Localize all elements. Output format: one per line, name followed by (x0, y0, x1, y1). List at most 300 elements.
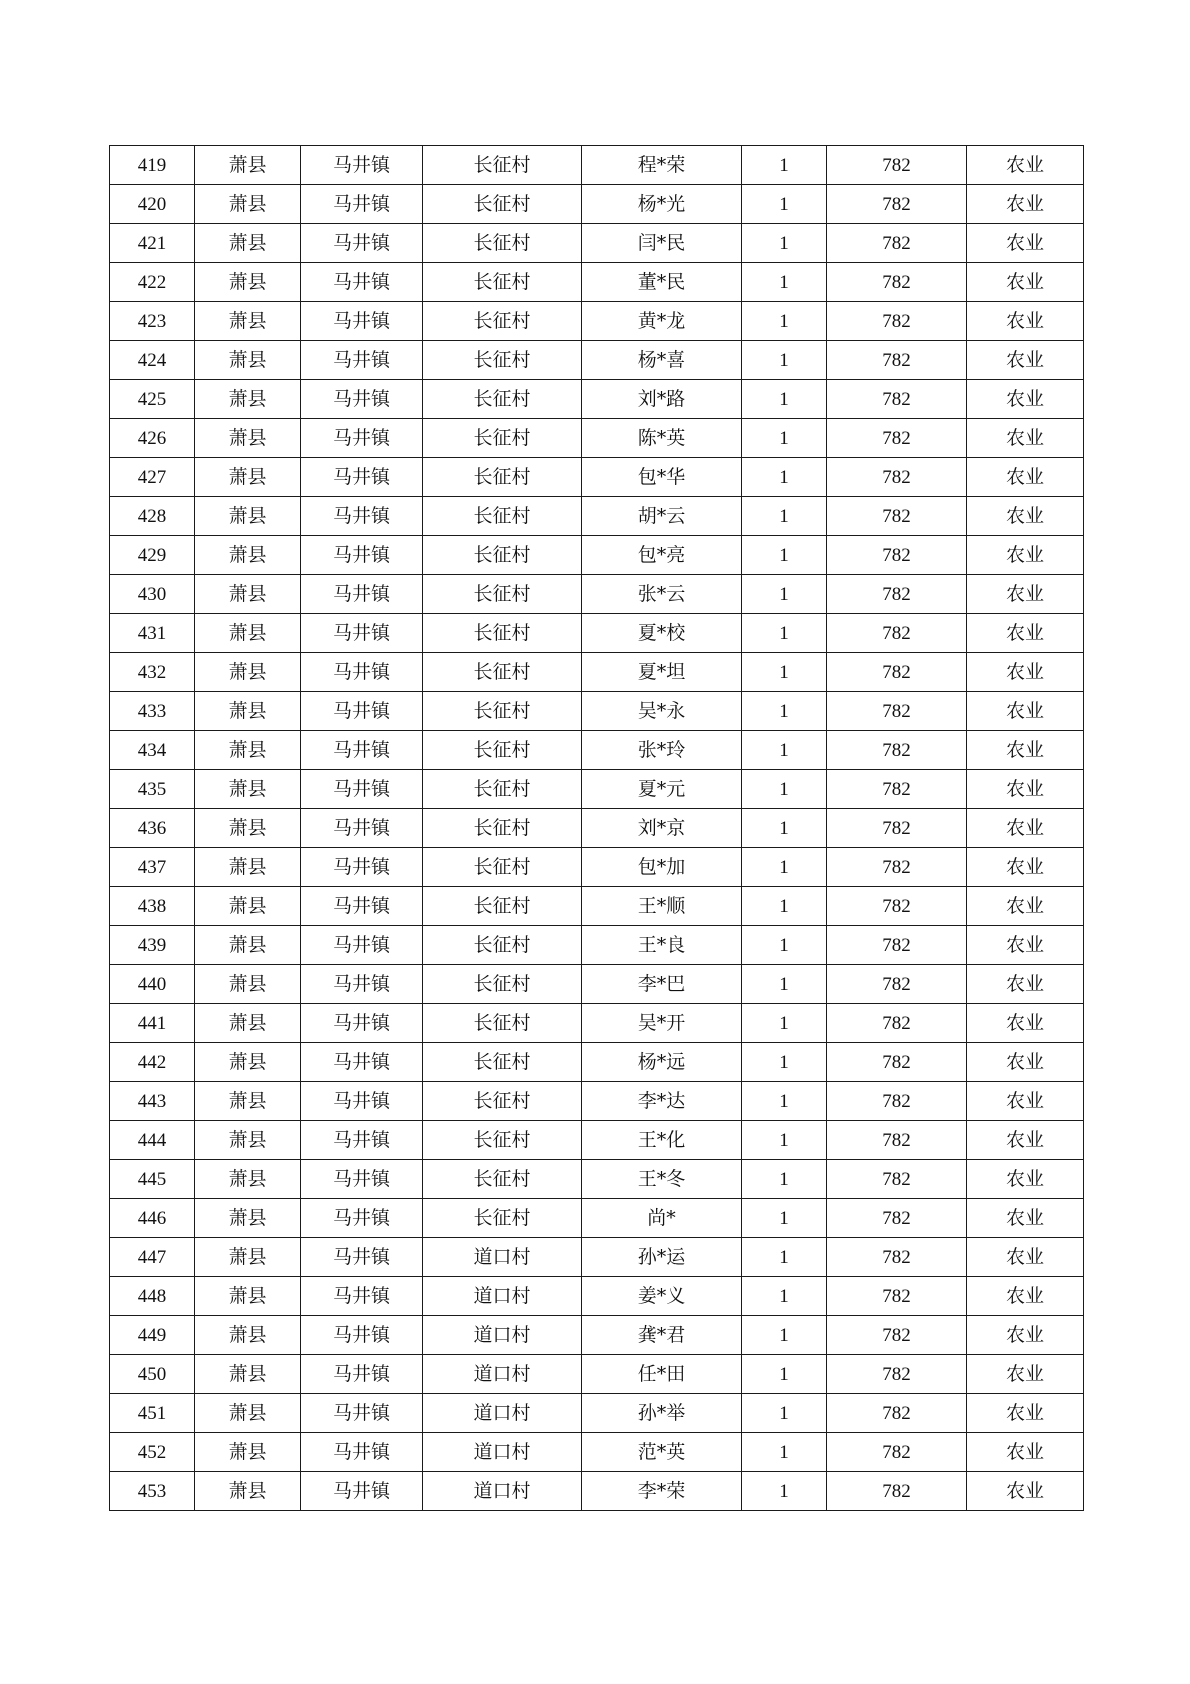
table-row (110, 692, 1084, 731)
cell-county: 萧县 (195, 1004, 301, 1043)
cell-village: 长征村 (423, 1082, 582, 1121)
cell-town: 马井镇 (301, 1043, 423, 1082)
cell-county: 萧县 (195, 809, 301, 848)
cell-county: 萧县 (195, 1433, 301, 1472)
cell-name: 包*加 (582, 848, 742, 887)
cell-category: 农业 (967, 1316, 1084, 1355)
cell-town: 马井镇 (301, 1277, 423, 1316)
cell-county: 萧县 (195, 380, 301, 419)
cell-count: 1 (742, 848, 827, 887)
cell-village: 长征村 (423, 263, 582, 302)
cell-category: 农业 (967, 809, 1084, 848)
cell-county: 萧县 (195, 1316, 301, 1355)
cell-county: 萧县 (195, 575, 301, 614)
cell-seq: 431 (110, 614, 195, 653)
cell-seq: 446 (110, 1199, 195, 1238)
cell-amount: 782 (827, 965, 967, 1004)
cell-category: 农业 (967, 302, 1084, 341)
table-row (110, 809, 1084, 848)
cell-county: 萧县 (195, 1238, 301, 1277)
cell-county: 萧县 (195, 692, 301, 731)
cell-village: 长征村 (423, 887, 582, 926)
cell-category: 农业 (967, 224, 1084, 263)
cell-county: 萧县 (195, 146, 301, 185)
cell-amount: 782 (827, 848, 967, 887)
cell-count: 1 (742, 1394, 827, 1433)
cell-count: 1 (742, 731, 827, 770)
table-row (110, 1355, 1084, 1394)
cell-town: 马井镇 (301, 224, 423, 263)
cell-village: 长征村 (423, 1160, 582, 1199)
cell-seq: 426 (110, 419, 195, 458)
cell-village: 长征村 (423, 419, 582, 458)
table-row (110, 1433, 1084, 1472)
cell-count: 1 (742, 263, 827, 302)
cell-village: 长征村 (423, 653, 582, 692)
cell-seq: 435 (110, 770, 195, 809)
cell-name: 张*玲 (582, 731, 742, 770)
cell-seq: 420 (110, 185, 195, 224)
cell-town: 马井镇 (301, 848, 423, 887)
cell-county: 萧县 (195, 887, 301, 926)
cell-town: 马井镇 (301, 458, 423, 497)
cell-town: 马井镇 (301, 887, 423, 926)
cell-seq: 448 (110, 1277, 195, 1316)
cell-amount: 782 (827, 1355, 967, 1394)
cell-town: 马井镇 (301, 1316, 423, 1355)
cell-category: 农业 (967, 1472, 1084, 1511)
cell-count: 1 (742, 809, 827, 848)
cell-amount: 782 (827, 497, 967, 536)
table-row (110, 185, 1084, 224)
cell-amount: 782 (827, 380, 967, 419)
cell-seq: 445 (110, 1160, 195, 1199)
cell-seq: 425 (110, 380, 195, 419)
cell-town: 马井镇 (301, 1082, 423, 1121)
cell-amount: 782 (827, 887, 967, 926)
cell-count: 1 (742, 185, 827, 224)
cell-county: 萧县 (195, 224, 301, 263)
table-row (110, 224, 1084, 263)
cell-village: 长征村 (423, 1004, 582, 1043)
cell-count: 1 (742, 653, 827, 692)
cell-seq: 422 (110, 263, 195, 302)
cell-village: 长征村 (423, 302, 582, 341)
cell-village: 长征村 (423, 1121, 582, 1160)
cell-amount: 782 (827, 1082, 967, 1121)
table-row (110, 1472, 1084, 1511)
cell-seq: 447 (110, 1238, 195, 1277)
cell-name: 夏*元 (582, 770, 742, 809)
cell-town: 马井镇 (301, 575, 423, 614)
cell-count: 1 (742, 458, 827, 497)
table-row (110, 1004, 1084, 1043)
cell-category: 农业 (967, 848, 1084, 887)
cell-town: 马井镇 (301, 302, 423, 341)
cell-count: 1 (742, 497, 827, 536)
cell-amount: 782 (827, 185, 967, 224)
cell-county: 萧县 (195, 1199, 301, 1238)
cell-town: 马井镇 (301, 419, 423, 458)
cell-amount: 782 (827, 1394, 967, 1433)
cell-amount: 782 (827, 575, 967, 614)
cell-county: 萧县 (195, 731, 301, 770)
cell-amount: 782 (827, 1277, 967, 1316)
cell-name: 范*英 (582, 1433, 742, 1472)
cell-seq: 429 (110, 536, 195, 575)
cell-town: 马井镇 (301, 1238, 423, 1277)
cell-town: 马井镇 (301, 1199, 423, 1238)
cell-county: 萧县 (195, 653, 301, 692)
cell-seq: 444 (110, 1121, 195, 1160)
table-row (110, 536, 1084, 575)
cell-town: 马井镇 (301, 653, 423, 692)
cell-seq: 453 (110, 1472, 195, 1511)
cell-amount: 782 (827, 614, 967, 653)
table-row (110, 575, 1084, 614)
cell-town: 马井镇 (301, 1472, 423, 1511)
cell-name: 程*荣 (582, 146, 742, 185)
cell-village: 道口村 (423, 1433, 582, 1472)
cell-town: 马井镇 (301, 146, 423, 185)
cell-village: 道口村 (423, 1316, 582, 1355)
cell-amount: 782 (827, 653, 967, 692)
table-row (110, 380, 1084, 419)
cell-town: 马井镇 (301, 380, 423, 419)
cell-county: 萧县 (195, 341, 301, 380)
table-row (110, 341, 1084, 380)
table-row (110, 965, 1084, 1004)
cell-name: 吴*永 (582, 692, 742, 731)
cell-village: 长征村 (423, 146, 582, 185)
cell-category: 农业 (967, 1082, 1084, 1121)
table-row (110, 1199, 1084, 1238)
cell-town: 马井镇 (301, 185, 423, 224)
cell-village: 道口村 (423, 1277, 582, 1316)
table-row (110, 1394, 1084, 1433)
cell-seq: 434 (110, 731, 195, 770)
cell-count: 1 (742, 1472, 827, 1511)
cell-village: 长征村 (423, 497, 582, 536)
cell-name: 姜*义 (582, 1277, 742, 1316)
cell-count: 1 (742, 341, 827, 380)
table-row (110, 302, 1084, 341)
cell-seq: 451 (110, 1394, 195, 1433)
cell-village: 长征村 (423, 341, 582, 380)
cell-name: 黄*龙 (582, 302, 742, 341)
cell-category: 农业 (967, 1277, 1084, 1316)
cell-village: 道口村 (423, 1238, 582, 1277)
cell-village: 长征村 (423, 185, 582, 224)
cell-amount: 782 (827, 809, 967, 848)
cell-name: 李*达 (582, 1082, 742, 1121)
cell-category: 农业 (967, 731, 1084, 770)
cell-town: 马井镇 (301, 770, 423, 809)
cell-county: 萧县 (195, 263, 301, 302)
cell-category: 农业 (967, 770, 1084, 809)
cell-village: 长征村 (423, 731, 582, 770)
cell-name: 闫*民 (582, 224, 742, 263)
cell-county: 萧县 (195, 1394, 301, 1433)
cell-seq: 443 (110, 1082, 195, 1121)
cell-seq: 423 (110, 302, 195, 341)
cell-category: 农业 (967, 926, 1084, 965)
cell-village: 长征村 (423, 809, 582, 848)
cell-name: 王*冬 (582, 1160, 742, 1199)
cell-name: 包*亮 (582, 536, 742, 575)
cell-county: 萧县 (195, 458, 301, 497)
table-row (110, 497, 1084, 536)
cell-category: 农业 (967, 1394, 1084, 1433)
cell-name: 张*云 (582, 575, 742, 614)
cell-village: 长征村 (423, 965, 582, 1004)
cell-amount: 782 (827, 302, 967, 341)
table-row (110, 1277, 1084, 1316)
table-row (110, 1160, 1084, 1199)
cell-seq: 428 (110, 497, 195, 536)
cell-count: 1 (742, 575, 827, 614)
cell-village: 长征村 (423, 1199, 582, 1238)
cell-category: 农业 (967, 887, 1084, 926)
cell-amount: 782 (827, 536, 967, 575)
table-row (110, 458, 1084, 497)
cell-category: 农业 (967, 146, 1084, 185)
table-row (110, 1082, 1084, 1121)
cell-name: 夏*校 (582, 614, 742, 653)
table-row (110, 263, 1084, 302)
cell-amount: 782 (827, 458, 967, 497)
cell-category: 农业 (967, 1004, 1084, 1043)
cell-county: 萧县 (195, 1082, 301, 1121)
cell-town: 马井镇 (301, 1004, 423, 1043)
cell-name: 李*巴 (582, 965, 742, 1004)
cell-seq: 436 (110, 809, 195, 848)
cell-village: 长征村 (423, 458, 582, 497)
cell-village: 道口村 (423, 1472, 582, 1511)
table-row (110, 1121, 1084, 1160)
cell-name: 杨*光 (582, 185, 742, 224)
cell-amount: 782 (827, 146, 967, 185)
cell-county: 萧县 (195, 497, 301, 536)
table-row (110, 731, 1084, 770)
cell-name: 王*良 (582, 926, 742, 965)
cell-amount: 782 (827, 1121, 967, 1160)
cell-amount: 782 (827, 1433, 967, 1472)
cell-name: 胡*云 (582, 497, 742, 536)
cell-county: 萧县 (195, 185, 301, 224)
cell-town: 马井镇 (301, 497, 423, 536)
cell-name: 吴*开 (582, 1004, 742, 1043)
cell-town: 马井镇 (301, 926, 423, 965)
cell-town: 马井镇 (301, 614, 423, 653)
cell-name: 王*化 (582, 1121, 742, 1160)
cell-count: 1 (742, 926, 827, 965)
cell-town: 马井镇 (301, 341, 423, 380)
table-row (110, 653, 1084, 692)
cell-county: 萧县 (195, 1043, 301, 1082)
cell-village: 长征村 (423, 614, 582, 653)
cell-category: 农业 (967, 536, 1084, 575)
cell-town: 马井镇 (301, 536, 423, 575)
cell-village: 长征村 (423, 926, 582, 965)
cell-count: 1 (742, 1004, 827, 1043)
cell-category: 农业 (967, 575, 1084, 614)
cell-amount: 782 (827, 731, 967, 770)
cell-category: 农业 (967, 653, 1084, 692)
cell-village: 长征村 (423, 536, 582, 575)
cell-category: 农业 (967, 497, 1084, 536)
cell-count: 1 (742, 1238, 827, 1277)
cell-county: 萧县 (195, 1121, 301, 1160)
cell-category: 农业 (967, 1238, 1084, 1277)
cell-name: 李*荣 (582, 1472, 742, 1511)
cell-village: 长征村 (423, 1043, 582, 1082)
cell-village: 道口村 (423, 1394, 582, 1433)
cell-category: 农业 (967, 614, 1084, 653)
cell-seq: 442 (110, 1043, 195, 1082)
cell-county: 萧县 (195, 1472, 301, 1511)
cell-name: 龚*君 (582, 1316, 742, 1355)
cell-count: 1 (742, 1121, 827, 1160)
table-row (110, 770, 1084, 809)
cell-town: 马井镇 (301, 1394, 423, 1433)
cell-count: 1 (742, 302, 827, 341)
cell-seq: 419 (110, 146, 195, 185)
cell-name: 尚* (582, 1199, 742, 1238)
cell-seq: 433 (110, 692, 195, 731)
roster-table (109, 145, 1084, 1511)
cell-name: 刘*京 (582, 809, 742, 848)
table-row (110, 848, 1084, 887)
cell-seq: 432 (110, 653, 195, 692)
cell-amount: 782 (827, 1199, 967, 1238)
cell-count: 1 (742, 1316, 827, 1355)
cell-county: 萧县 (195, 1160, 301, 1199)
cell-count: 1 (742, 770, 827, 809)
cell-county: 萧县 (195, 926, 301, 965)
cell-count: 1 (742, 380, 827, 419)
cell-name: 任*田 (582, 1355, 742, 1394)
table-row (110, 926, 1084, 965)
cell-category: 农业 (967, 1121, 1084, 1160)
cell-county: 萧县 (195, 1277, 301, 1316)
cell-county: 萧县 (195, 302, 301, 341)
cell-name: 孙*运 (582, 1238, 742, 1277)
cell-county: 萧县 (195, 848, 301, 887)
cell-amount: 782 (827, 1316, 967, 1355)
cell-town: 马井镇 (301, 1433, 423, 1472)
cell-category: 农业 (967, 458, 1084, 497)
cell-village: 长征村 (423, 770, 582, 809)
cell-county: 萧县 (195, 1355, 301, 1394)
cell-name: 夏*坦 (582, 653, 742, 692)
cell-count: 1 (742, 224, 827, 263)
table-row (110, 614, 1084, 653)
table-row (110, 1316, 1084, 1355)
cell-town: 马井镇 (301, 1121, 423, 1160)
cell-name: 包*华 (582, 458, 742, 497)
roster-body (110, 146, 1084, 1511)
cell-amount: 782 (827, 263, 967, 302)
cell-name: 杨*喜 (582, 341, 742, 380)
cell-category: 农业 (967, 263, 1084, 302)
cell-name: 陈*英 (582, 419, 742, 458)
cell-count: 1 (742, 1277, 827, 1316)
cell-seq: 438 (110, 887, 195, 926)
cell-count: 1 (742, 1043, 827, 1082)
cell-name: 杨*远 (582, 1043, 742, 1082)
cell-name: 刘*路 (582, 380, 742, 419)
cell-amount: 782 (827, 1043, 967, 1082)
cell-seq: 449 (110, 1316, 195, 1355)
cell-amount: 782 (827, 692, 967, 731)
table-row (110, 1238, 1084, 1277)
cell-village: 长征村 (423, 575, 582, 614)
cell-count: 1 (742, 419, 827, 458)
cell-amount: 782 (827, 224, 967, 263)
cell-seq: 427 (110, 458, 195, 497)
cell-category: 农业 (967, 692, 1084, 731)
cell-town: 马井镇 (301, 731, 423, 770)
cell-seq: 424 (110, 341, 195, 380)
cell-village: 长征村 (423, 692, 582, 731)
table-row (110, 887, 1084, 926)
cell-count: 1 (742, 1433, 827, 1472)
cell-town: 马井镇 (301, 692, 423, 731)
cell-category: 农业 (967, 1355, 1084, 1394)
cell-category: 农业 (967, 341, 1084, 380)
cell-amount: 782 (827, 419, 967, 458)
cell-category: 农业 (967, 1160, 1084, 1199)
cell-category: 农业 (967, 185, 1084, 224)
cell-seq: 437 (110, 848, 195, 887)
cell-category: 农业 (967, 1433, 1084, 1472)
cell-seq: 440 (110, 965, 195, 1004)
cell-count: 1 (742, 146, 827, 185)
cell-town: 马井镇 (301, 1355, 423, 1394)
cell-town: 马井镇 (301, 965, 423, 1004)
cell-count: 1 (742, 1355, 827, 1394)
cell-seq: 452 (110, 1433, 195, 1472)
cell-count: 1 (742, 1160, 827, 1199)
cell-name: 董*民 (582, 263, 742, 302)
cell-amount: 782 (827, 1472, 967, 1511)
cell-name: 孙*举 (582, 1394, 742, 1433)
cell-category: 农业 (967, 419, 1084, 458)
cell-category: 农业 (967, 1043, 1084, 1082)
cell-category: 农业 (967, 965, 1084, 1004)
cell-town: 马井镇 (301, 1160, 423, 1199)
cell-seq: 430 (110, 575, 195, 614)
cell-village: 道口村 (423, 1355, 582, 1394)
cell-seq: 439 (110, 926, 195, 965)
cell-name: 王*顺 (582, 887, 742, 926)
cell-count: 1 (742, 965, 827, 1004)
cell-seq: 421 (110, 224, 195, 263)
cell-seq: 441 (110, 1004, 195, 1043)
cell-county: 萧县 (195, 965, 301, 1004)
cell-amount: 782 (827, 1160, 967, 1199)
cell-amount: 782 (827, 1238, 967, 1277)
cell-category: 农业 (967, 380, 1084, 419)
cell-amount: 782 (827, 341, 967, 380)
cell-amount: 782 (827, 926, 967, 965)
cell-county: 萧县 (195, 536, 301, 575)
cell-town: 马井镇 (301, 809, 423, 848)
table-row (110, 419, 1084, 458)
cell-town: 马井镇 (301, 263, 423, 302)
cell-county: 萧县 (195, 614, 301, 653)
